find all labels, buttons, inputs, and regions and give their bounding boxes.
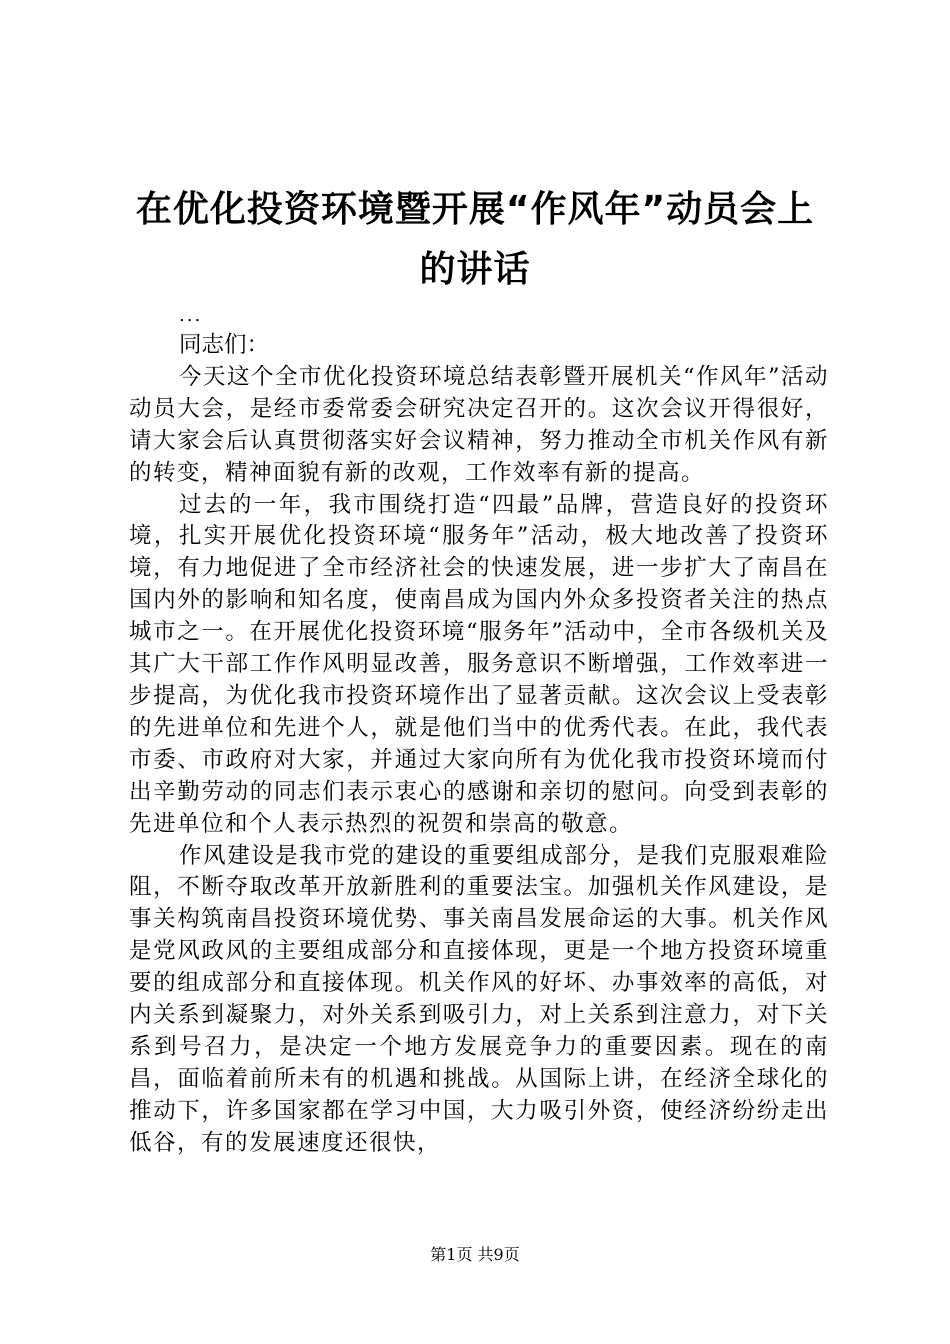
- page-footer: 第1页 共9页: [430, 1245, 520, 1264]
- paragraph-1: 今天这个全市优化投资环境总结表彰暨开展机关“作风年”活动动员大会，是经市委常委会研究决定召开的。这次会议开得很好，请大家会后认真贯彻落实好会议精神，努力推动全市机关作风有新的转变，精神面貌有新的改观，工作效率有新的提高。: [129, 363, 830, 486]
- paragraph-2: 过去的一年，我市围绕打造“四最”品牌，营造良好的投资环境，扎实开展优化投资环境“服务年”活动，极大地改善了投资环境，有力地促进了全市经济社会的快速发展，进一步扩大了南昌在国内外的影响和知名度，使南昌成为国内外众多投资者关注的热点城市之一。在开展优化投资环境“服务年”活动中，全市各级机关及其广大干部工作作风明显改善，服务意识不断增强，工作效率进一步提高，为优化我市投资环境作出了显著贡献。这次会议上受表彰的先进单位和先进个人，就是他们当中的优秀代表。在此，我代表市委、市政府对大家，并通过大家向所有为优化我市投资环境而付出辛勤劳动的同志们表示衷心的感谢和亲切的慰问。向受到表彰的先进单位和个人表示热烈的祝贺和崇高的敬意。: [129, 491, 829, 837]
- paragraph-3: 作风建设是我市党的建设的重要组成部分，是我们克服艰难险阻，不断夺取改革开放新胜利的重要法宝。加强机关作风建设，是事关构筑南昌投资环境优势、事关南昌发展命运的大事。机关作风是党风政风的主要组成部分和直接体现，更是一个地方投资环境重要的组成部分和直接体现。机关作风的好坏、办事效率的高低，对内关系到凝聚力，对外关系到吸引力，对上关系到注意力，对下关系到号召力，是决定一个地方发展竞争力的重要因素。现在的南昌，面临着前所未有的机遇和挑战。从国际上讲，在经济全球化的推动下，许多国家都在学习中国，大力吸引外资，使经济纷纷走出低谷，有的发展速度还很快，: [129, 842, 829, 1156]
- document-title: 在优化投资环境暨开展“作风年”动员会上的讲话: [135, 189, 815, 290]
- salutation: 同志们：: [179, 332, 270, 358]
- document-body: [129, 302, 829, 1160]
- ellipsis-marker: ...: [179, 305, 203, 326]
